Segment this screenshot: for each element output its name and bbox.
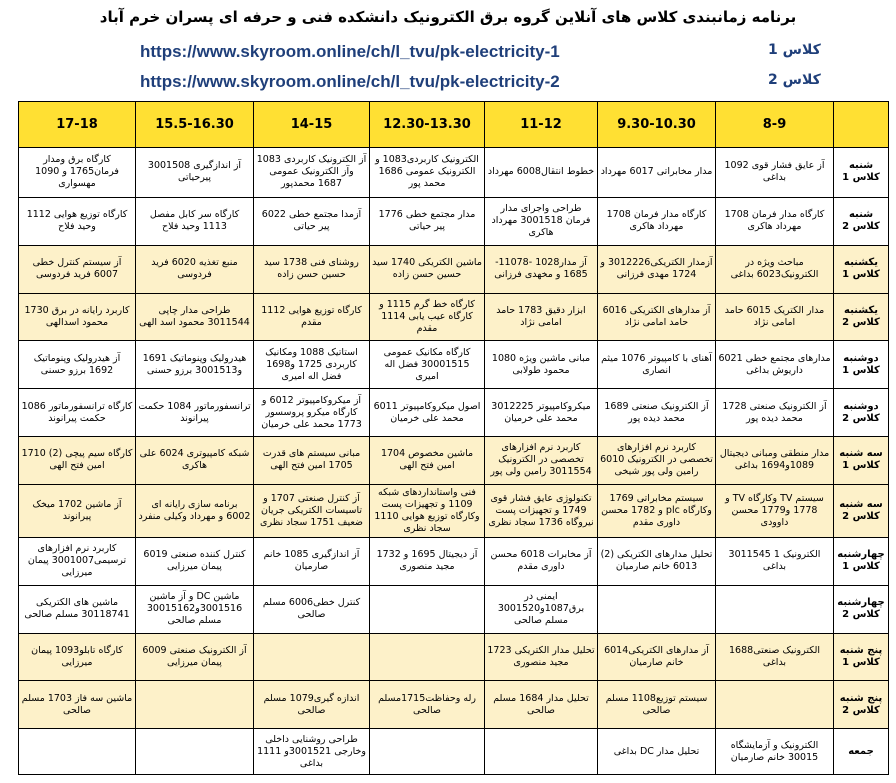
schedule-cell: طراحی مدار چاپی 3011544 محمود اسد الهی [136,293,254,341]
schedule-cell: اندازه گیری1079 مسلم صالحی [254,681,370,729]
schedule-cell [136,729,254,775]
schedule-cell: روشنای فنی 1738 سید حسین حسن زاده [254,245,370,293]
day-cell: سه شنبه کلاس 1 [834,437,889,485]
schedule-cell: طراحی واجرای مدار فرمان 3001518 مهرداد هاکری [485,197,598,245]
class-link-row-1 [0,42,896,66]
schedule-cell: سیستم TV وکارگاه TV و 1778 و1779 محسن داوودی [716,484,834,537]
schedule-cell [598,585,716,633]
header-slot-6: 15.5-16.30 [136,102,254,148]
table-row [19,148,889,198]
schedule-cell: میکروکامپیوتر 3012225 محمد علی خرمیان [485,389,598,437]
table-row [19,245,889,293]
schedule-cell: هیدرولیک وپنوماتیک 1691 و3001513 برزو حسنی [136,341,254,389]
schedule-cell: کنترل کننده صنعتی 6019 پیمان میرزایی [136,537,254,585]
header-slot-4: 12.30-13.30 [370,102,485,148]
table-row [19,729,889,775]
schedule-cell: کاربرد نرم افزارهای ترسیمی3001007 پیمان میرزایی [19,537,136,585]
schedule-cell: کارگاه مکانیک عمومی 30001515 فضل اله امیری [370,341,485,389]
schedule-cell: کارگاه خط گرم 1115 و کارگاه عیب یابی 1114 مقدم [370,293,485,341]
schedule-cell: اصول میکروکامپیوتر 6011 محمد علی خرمیان [370,389,485,437]
schedule-cell: رله وحفاظت1715مسلم صالحی [370,681,485,729]
schedule-cell: آز اندازگیری 3001508 پیرحیاتی [136,148,254,198]
schedule-cell: کارگاه مدار فرمان 1708 مهرداد هاکری [598,197,716,245]
schedule-cell: سیستم توزیع1108 مسلم صالحی [598,681,716,729]
day-cell: پنج شنبه کلاس 2 [834,681,889,729]
table-row [19,585,889,633]
schedule-cell [254,633,370,681]
schedule-cell: آز دیجیتال 1695 و 1732 مجید منصوری [370,537,485,585]
schedule-cell [370,729,485,775]
schedule-cell: مدار الکتریک 6015 حامد امامی نژاد [716,293,834,341]
schedule-cell: کارگاه برق ومدار فرمان1765 و 1090 مهسواری [19,148,136,198]
schedule-cell [485,729,598,775]
table-row [19,484,889,537]
class-1-link[interactable]: https://www.skyroom.online/ch/l_tvu/pk-electricity-1 [140,42,560,61]
page-title: برنامه زمانبندی کلاس های آنلاین گروه برق الکترونیک دانشکده فنی و حرفه ای پسران خرم آباد [99,8,797,26]
schedule-cell: مبانی سیستم های قدرت 1705 امین فتح الهی [254,437,370,485]
table-row [19,341,889,389]
schedule-cell: کارگاه سر کابل مفصل 1113 وحید فلاح [136,197,254,245]
schedule-cell: ماشین های الکتریکی 30118741 مسلم صالحی [19,585,136,633]
day-cell: پنج شنبه کلاس 1 [834,633,889,681]
class-2-link[interactable]: https://www.skyroom.online/ch/l_tvu/pk-electricity-2 [140,72,560,91]
schedule-cell: ماشین DC و آز ماشین 3001516و30015162 مسلم صالحی [136,585,254,633]
schedule-cell: طراحی روشنایی داخلی وخارجی 3001521و 1111 بداغی [254,729,370,775]
schedule-cell [370,585,485,633]
schedule-cell: ایمنی در برق1087و3001520 مسلم صالحی [485,585,598,633]
schedule-cell: آز میکروکامپیوتر 6012 و کارگاه میکرو پروسسور 1773 محمد علی خرمیان [254,389,370,437]
schedule-cell: شبکه کامپیوتری 6024 علی هاکری [136,437,254,485]
schedule-cell: الکترونیک صنعتی1688 بداغی [716,633,834,681]
schedule-cell: ابزار دقیق 1783 حامد امامی نژاد [485,293,598,341]
header-day [834,102,889,148]
table-row [19,293,889,341]
schedule-cell: آز مدارهای الکتریکی6014 خانم صارمیان [598,633,716,681]
schedule-cell [19,729,136,775]
schedule-cell: آز اندازگیری 1085 خانم صارمیان [254,537,370,585]
schedule-body [19,148,889,775]
schedule-cell: ماشین مخصوص 1704 امین فتح الهی [370,437,485,485]
schedule-cell [716,681,834,729]
schedule-cell: الکترونیک و آزمایشگاه 30015 خانم صارمیان [716,729,834,775]
schedule-cell: آز الکترونیک صنعتی 6009 پیمان میرزایی [136,633,254,681]
header-slot-7: 17-18 [19,102,136,148]
schedule-cell: مدار مخابراتی 6017 مهرداد [598,148,716,198]
schedule-cell: آز الکترونیک کاربردی 1083 وآز الکترونیک عمومی 1687 محمدپور [254,148,370,198]
schedule-cell: آز مدار1028 -11078-1685 و مخهدی فرزانی [485,245,598,293]
schedule-cell: آز مدارهای الکتریکی 6016 حامد امامی نژاد [598,293,716,341]
class-1-label: کلاس 1 [768,42,821,58]
schedule-cell: کاربرد رایانه در برق 1730 محمود اسدالهی [19,293,136,341]
table-row [19,389,889,437]
day-cell: شنبه کلاس 1 [834,148,889,198]
day-cell: چهارشنبه کلاس 1 [834,537,889,585]
schedule-cell: الکترونیک کاربردی1083 و الکترونیک عمومی 1686 محمد پور [370,148,485,198]
schedule-cell: ماشین الکتریکی 1740 سید حسین حسن زاده [370,245,485,293]
schedule-cell: کارگاه ترانسفورماتور 1086 حکمت پیرانوند [19,389,136,437]
schedule-cell: تحلیل مدار الکتریکی 1723 مجید منصوری [485,633,598,681]
day-cell: دوشنبه کلاس 1 [834,341,889,389]
schedule-cell: استاتیک 1088 ومکانیک کاربردی 1725 و1698 فضل اله امیری [254,341,370,389]
schedule-cell: مباحث ویژه در الکترونیک6023 بداغی [716,245,834,293]
header-slot-2: 9.30-10.30 [598,102,716,148]
schedule-cell: کارگاه تابلو1093 پیمان میرزایی [19,633,136,681]
schedule-cell: آز ماشین 1702 میخک پیرانوند [19,484,136,537]
class-link-row-2 [0,72,896,96]
class-2-label: کلاس 2 [768,72,821,88]
schedule-cell: آزمدار الکتریکی3012226 و 1724 مهدی فرزانی [598,245,716,293]
header-slot-3: 11-12 [485,102,598,148]
schedule-cell: آز مخابرات 6018 محسن داوری مقدم [485,537,598,585]
header-slot-1: 8-9 [716,102,834,148]
schedule-cell: آزمدا مجتمع خطی 6022 پیر حیاتی [254,197,370,245]
schedule-cell: کاربرد نرم افزارهای تخصصی در الکترونیک 3011554 رامین ولی پور [485,437,598,485]
day-cell: سه شنبه کلاس 2 [834,484,889,537]
day-cell: چهارشنبه کلاس 2 [834,585,889,633]
schedule-cell: آز کنترل صنعتی 1707 و تاسیسات الکتریکی جریان ضعیف 1751 سجاد نظری [254,484,370,537]
day-cell: یکشنبه کلاس 2 [834,293,889,341]
schedule-cell: تحلیل مدارهای الکتریکی (2) 6013 خانم صارمیان [598,537,716,585]
schedule-cell: ماشین سه فاز 1703 مسلم صالحی [19,681,136,729]
schedule-cell: کارگاه مدار فرمان 1708 مهرداد هاکری [716,197,834,245]
schedule-cell: کارگاه توزیع هوایی 1112 مقدم [254,293,370,341]
schedule-cell: آهنای با کامپیوتر 1076 میثم انصاری [598,341,716,389]
schedule-cell: منبع تغذیه 6020 فرید فردوسی [136,245,254,293]
schedule-cell: مدار منطقی ومبانی دیجیتال 1089و1694 بداغی [716,437,834,485]
schedule-cell: آز الکترونیک صنعتی 1728 محمد دیده پور [716,389,834,437]
schedule-cell: کنترل خطی6006 مسلم صالحی [254,585,370,633]
schedule-table [18,101,889,775]
schedule-cell: مدار مجتمع خطی 1776 پیر حیاتی [370,197,485,245]
schedule-cell: کارگاه سیم پیچی (2) 1710 امین فتح الهی [19,437,136,485]
schedule-cell: مبانی ماشین ویژه 1080 محمود طولابی [485,341,598,389]
schedule-cell: کارگاه توزیع هوایی 1112 وحید فلاح [19,197,136,245]
schedule-cell: کاربرد نرم افزارهای تخصصی در الکترونیک 6010 رامین ولی پور شیخی [598,437,716,485]
schedule-cell: فنی واستانداردهای شبکه 1109 و تجهیزات پست وکارگاه توزیع هوایی 1110 سجاد نظری [370,484,485,537]
schedule-cell: مدارهای مجتمع خطی 6021 داریوش بداغی [716,341,834,389]
day-cell: دوشنبه کلاس 2 [834,389,889,437]
schedule-cell: تحلیل مدار DC بداغی [598,729,716,775]
schedule-cell: الکترونیک 1 3011545 بداغی [716,537,834,585]
schedule-cell [136,681,254,729]
table-row [19,437,889,485]
schedule-cell: تکنولوژی عایق فشار قوی 1749 و تجهیزات پست نیروگاه 1736 سجاد نظری [485,484,598,537]
schedule-cell: تحلیل مدار 1684 مسلم صالحی [485,681,598,729]
schedule-cell: آز هیدرولیک وپنوماتیک 1692 برزو حسنی [19,341,136,389]
header-slot-5: 14-15 [254,102,370,148]
day-cell: جمعه [834,729,889,775]
schedule-cell: ترانسفورماتور 1084 حکمت پیرانوند [136,389,254,437]
schedule-cell: آز سیستم کنترل خطی 6007 فرید فردوسی [19,245,136,293]
schedule-cell: آز الکترونیک صنعتی 1689 محمد دیده پور [598,389,716,437]
schedule-cell: برنامه سازی رایانه ای 6002 و مهرداد وکیلی منفرد [136,484,254,537]
schedule-cell [370,633,485,681]
schedule-cell: خطوط انتقال6008 مهرداد [485,148,598,198]
schedule-cell [716,585,834,633]
schedule-cell: سیستم مخابراتی 1769 وکارگاه plc و 1782 محسن داوری مقدم [598,484,716,537]
schedule-cell: آز عایق فشار قوی 1092 بداغی [716,148,834,198]
table-row [19,537,889,585]
table-row [19,633,889,681]
day-cell: شنبه کلاس 2 [834,197,889,245]
day-cell: یکشنبه کلاس 1 [834,245,889,293]
table-row [19,681,889,729]
table-row [19,197,889,245]
